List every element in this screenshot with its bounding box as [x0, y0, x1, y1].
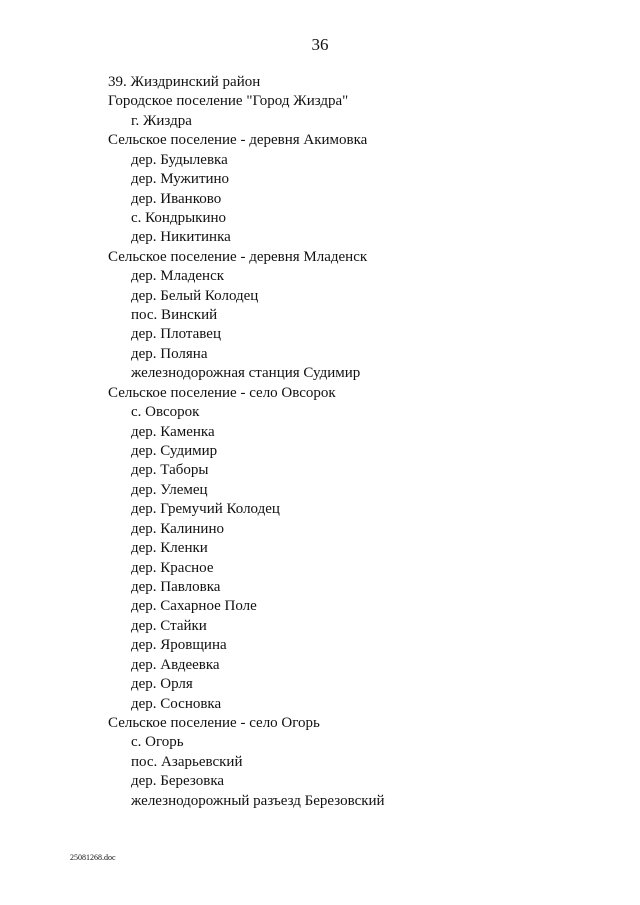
settlement-item: дер. Гремучий Колодец [131, 501, 280, 518]
settlement-item: дер. Сосновка [131, 695, 222, 712]
section-heading: Сельское поселение - село Овсорок [108, 384, 336, 401]
settlement-item: дер. Кленки [131, 540, 208, 557]
settlement-item: дер. Белый Колодец [131, 287, 259, 304]
settlement-item: пос. Винский [131, 307, 218, 324]
section-heading: 39. Жиздринский район [108, 74, 261, 90]
settlement-item: с. Кондрыкино [131, 209, 226, 226]
settlement-item: с. Овсорок [131, 404, 200, 421]
section-heading: Сельское поселение - деревня Младенск [108, 248, 368, 265]
section-heading: Сельское поселение - деревня Акимовка [108, 132, 368, 149]
settlement-item: дер. Таборы [131, 462, 209, 479]
settlement-item: дер. Поляна [131, 345, 208, 362]
settlement-item: дер. Никитинка [131, 229, 231, 246]
file-name-footer: 25081268.doc [70, 853, 116, 862]
section-heading: Городское поселение "Город Жиздра" [108, 93, 349, 110]
settlement-item: г. Жиздра [131, 112, 192, 129]
settlement-item: дер. Березовка [131, 773, 225, 790]
settlement-item: пос. Азарьевский [131, 753, 243, 770]
settlement-item: дер. Мужитино [131, 171, 230, 188]
settlement-item: железнодорожный разъезд Березовский [131, 792, 385, 809]
settlement-item: дер. Младенск [131, 268, 225, 285]
settlement-item: дер. Будылевка [131, 151, 228, 168]
settlement-item: с. Огорь [131, 734, 184, 751]
settlement-item: дер. Иванково [131, 190, 222, 207]
settlement-item: дер. Каменка [131, 423, 215, 440]
page-number: 36 [311, 35, 329, 54]
settlement-item: дер. Плотавец [131, 326, 221, 343]
settlement-item: дер. Орля [131, 676, 193, 693]
settlement-item: дер. Стайки [131, 617, 207, 634]
settlement-item: дер. Красное [131, 559, 214, 576]
settlement-item: дер. Сахарное Поле [131, 598, 257, 615]
section-heading: Сельское поселение - село Огорь [108, 714, 320, 731]
settlement-item: дер. Авдеевка [131, 656, 220, 673]
settlement-item: дер. Калинино [131, 520, 224, 537]
settlement-item: дер. Улемец [131, 481, 208, 498]
settlement-list [108, 73, 628, 811]
settlement-item: дер. Судимир [131, 443, 218, 460]
settlement-item: дер. Павловка [131, 578, 221, 595]
settlement-item: дер. Яровщина [131, 637, 227, 654]
settlement-item: железнодорожная станция Судимир [131, 365, 361, 382]
